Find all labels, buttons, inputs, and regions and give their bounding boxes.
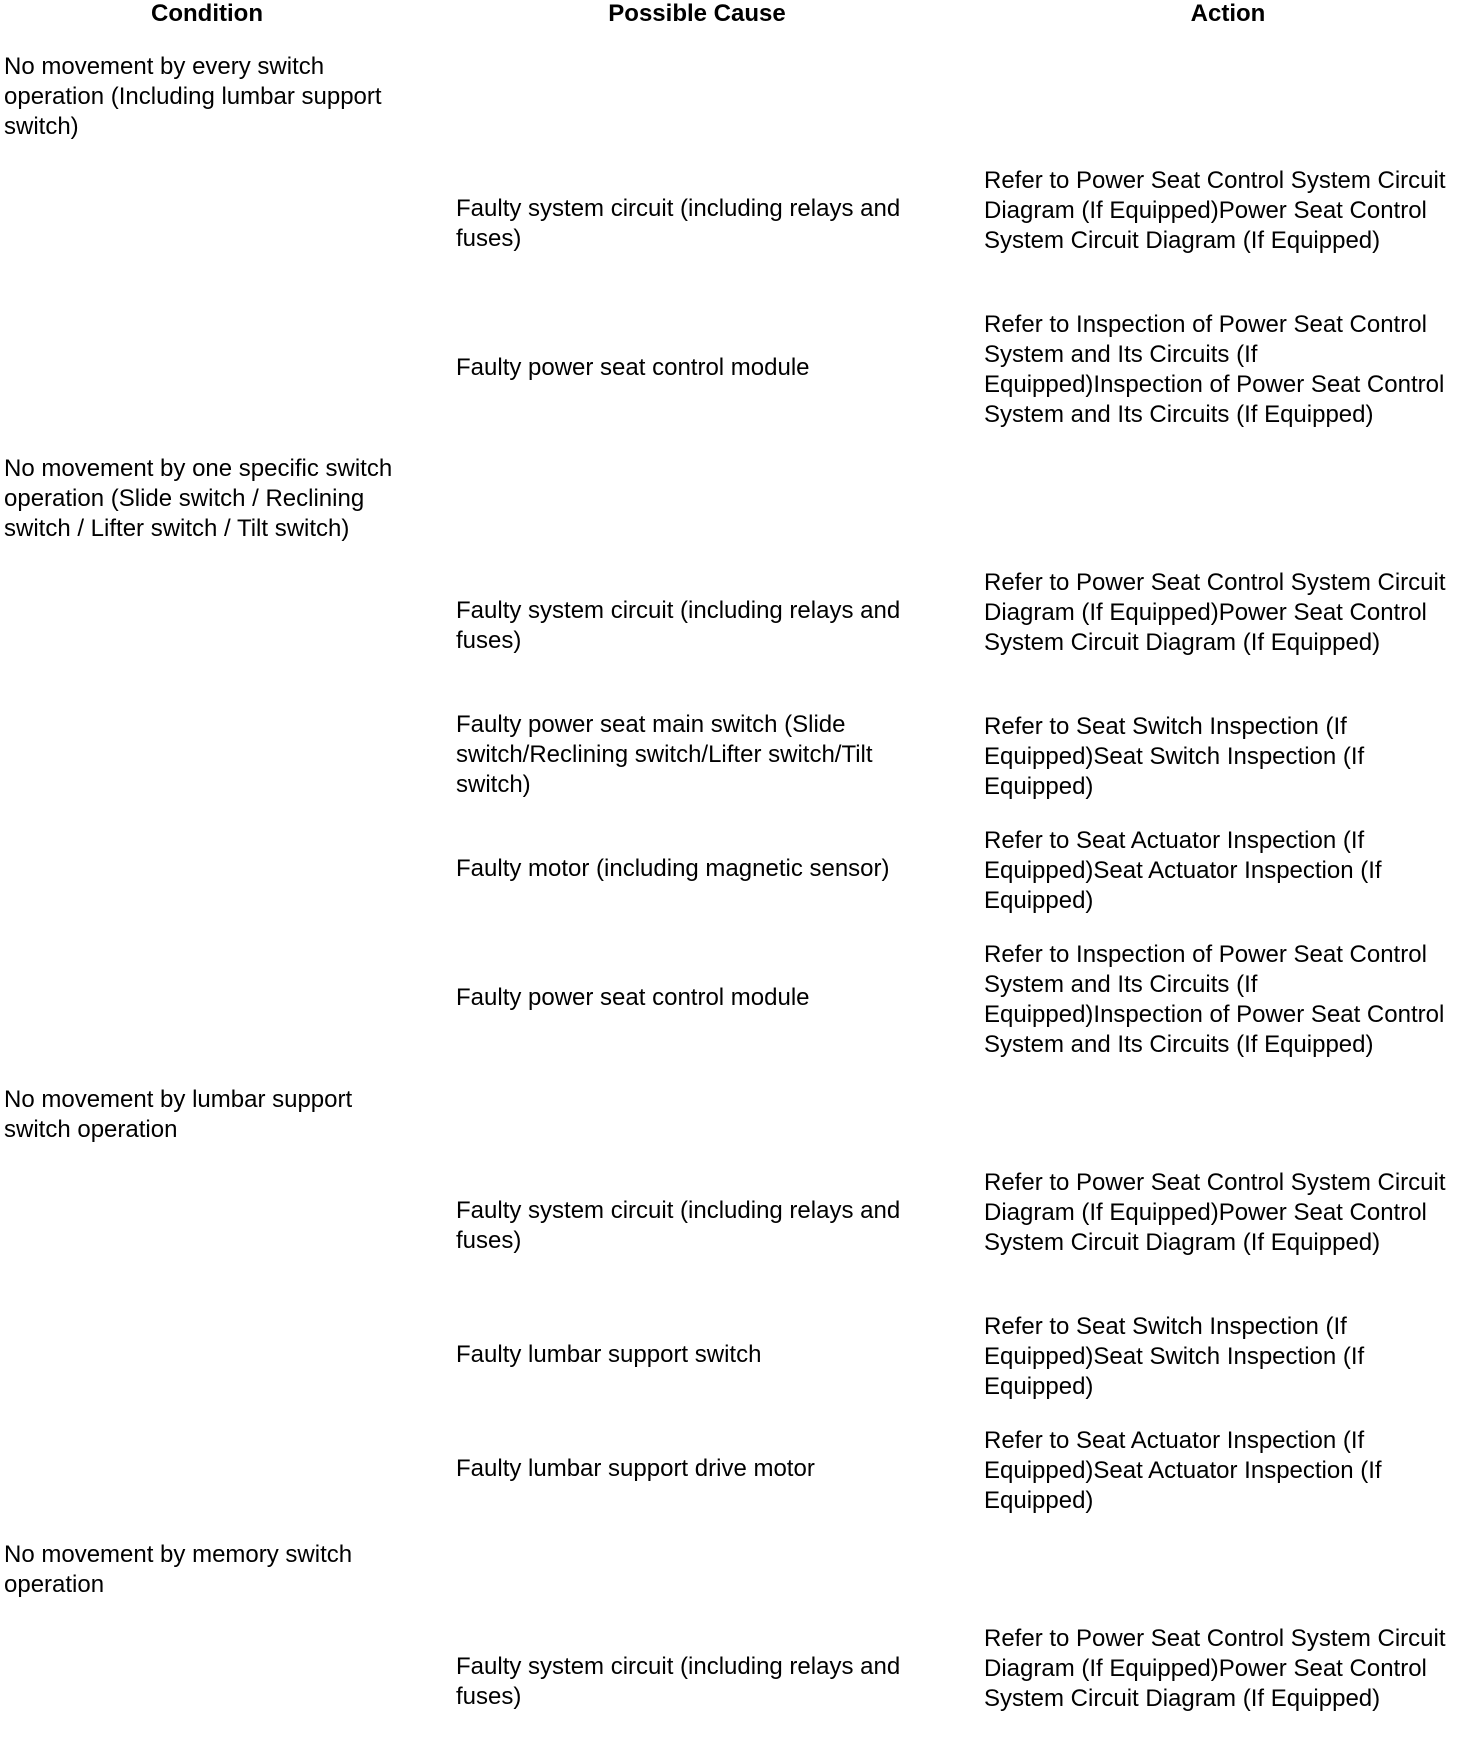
action-circuit-diagram: Refer to Power Seat Control System Circuit Diagram (If Equipped)Power Seat Control System Circuit Diagram (If Equipped) xyxy=(984,1625,1446,1712)
cause-lumbar-motor xyxy=(456,1424,934,1514)
column-header-action: Action xyxy=(1190,0,1266,27)
action-seat-switch-inspection: Refer to Seat Switch Inspection (If Equipped)Seat Switch Inspection (If Equipped) xyxy=(984,713,1365,800)
condition-specific-switch: No movement by one specific switch operation (Slide switch / Reclining switch / Lifter switch / Tilt switch) xyxy=(4,455,393,542)
action-seat-switch-inspection: Refer to Seat Switch Inspection (If Equipped)Seat Switch Inspection (If Equipped) xyxy=(984,1313,1365,1400)
cause-motor xyxy=(456,824,934,914)
condition-memory-switch: No movement by memory switch operation xyxy=(4,1541,353,1598)
condition-lumbar-switch: No movement by lumbar support switch operation xyxy=(4,1086,353,1143)
cause-text: Faulty lumbar support drive motor xyxy=(456,1455,815,1482)
cause-text: Faulty power seat control module xyxy=(456,984,810,1011)
action-control-system-inspection: Refer to Inspection of Power Seat Control System and Its Circuits (If Equipped)Inspection of Power Seat Control System and Its Circuits (If Equipped) xyxy=(984,311,1445,428)
cause-text: Faulty system circuit (including relays and fuses) xyxy=(456,597,901,654)
cause-system-circuit xyxy=(456,566,934,686)
action-seat-actuator-inspection: Refer to Seat Actuator Inspection (If Equipped)Seat Actuator Inspection (If Equipped) xyxy=(984,1427,1382,1514)
action-control-system-inspection: Refer to Inspection of Power Seat Control System and Its Circuits (If Equipped)Inspection of Power Seat Control System and Its Circuits (If Equipped) xyxy=(984,941,1445,1058)
cause-text: Faulty power seat control module xyxy=(456,354,810,381)
cause-control-module xyxy=(456,938,934,1058)
cause-lumbar-switch xyxy=(456,1310,934,1400)
column-header-possible-cause: Possible Cause xyxy=(608,0,786,27)
cause-control-module xyxy=(456,308,934,428)
cause-system-circuit xyxy=(456,1622,934,1742)
cause-text: Faulty system circuit (including relays and fuses) xyxy=(456,1197,901,1254)
cause-text: Faulty power seat main switch (Slide switch/Reclining switch/Lifter switch/Tilt switch) xyxy=(456,711,873,798)
action-seat-actuator-inspection: Refer to Seat Actuator Inspection (If Equipped)Seat Actuator Inspection (If Equipped) xyxy=(984,827,1382,914)
column-header-condition: Condition xyxy=(151,0,263,27)
cause-text: Faulty system circuit (including relays and fuses) xyxy=(456,1653,901,1710)
action-circuit-diagram: Refer to Power Seat Control System Circuit Diagram (If Equipped)Power Seat Control System Circuit Diagram (If Equipped) xyxy=(984,569,1446,656)
cause-text: Faulty system circuit (including relays and fuses) xyxy=(456,195,901,252)
action-circuit-diagram: Refer to Power Seat Control System Circuit Diagram (If Equipped)Power Seat Control System Circuit Diagram (If Equipped) xyxy=(984,167,1446,254)
condition-every-switch: No movement by every switch operation (Including lumbar support switch) xyxy=(4,53,382,140)
cause-system-circuit xyxy=(456,1166,934,1286)
cause-text: Faulty lumbar support switch xyxy=(456,1341,762,1368)
cause-text: Faulty motor (including magnetic sensor) xyxy=(456,855,890,882)
action-circuit-diagram: Refer to Power Seat Control System Circuit Diagram (If Equipped)Power Seat Control System Circuit Diagram (If Equipped) xyxy=(984,1169,1446,1256)
cause-system-circuit xyxy=(456,164,934,284)
cause-main-switch xyxy=(456,710,934,800)
